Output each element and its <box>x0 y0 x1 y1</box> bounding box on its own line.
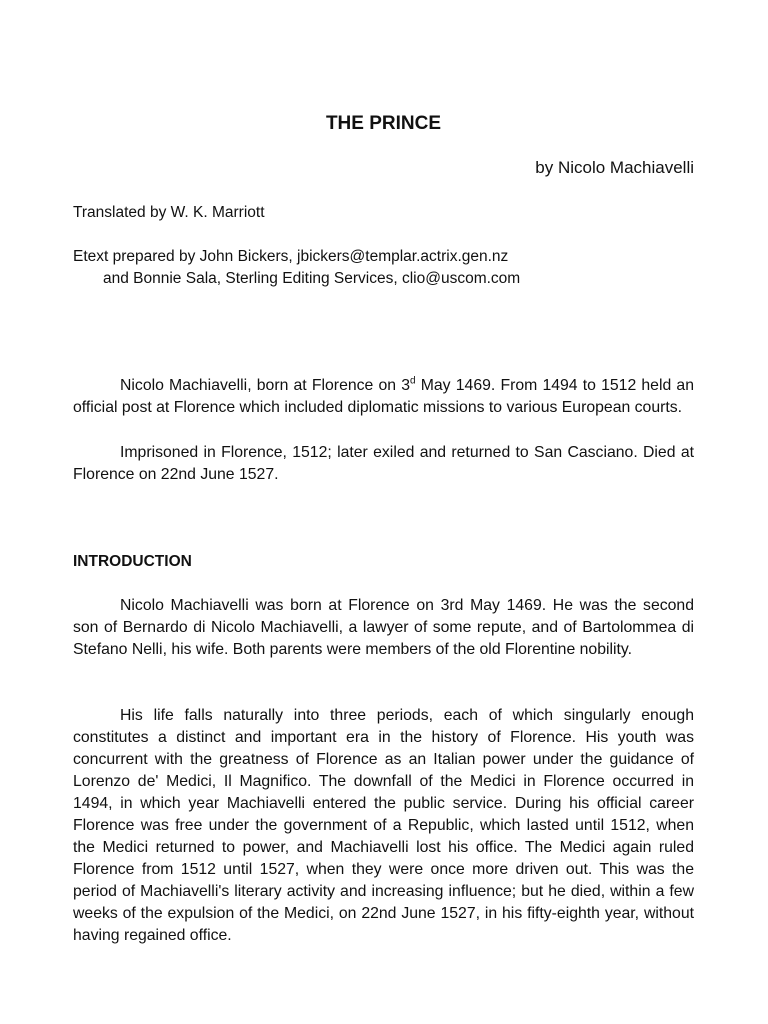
author-line: by Nicolo Machiavelli <box>535 158 694 177</box>
bio-paragraph-2: Imprisoned in Florence, 1512; later exiled and returned to San Casciano. Died at Florence on 22nd June 1527. <box>73 444 694 483</box>
bio-text-start: Nicolo Machiavelli, born at Florence on 3 <box>120 377 411 394</box>
introduction-paragraph-1: Nicolo Machiavelli was born at Florence on 3rd May 1469. He was the second son of Bernardo di Nicolo Machiavelli, a lawyer of some repute, and of Bartolommea di Stefano Nelli, his wife. Both parents were members of the old Florentine nobility. <box>73 597 694 658</box>
translator-line: Translated by W. K. Marriott <box>73 204 265 221</box>
ordinal-superscript: d <box>410 375 416 387</box>
bio-text-end: May 1469. From 1494 to 1512 held an official post at Florence which included diplomatic missions to various European courts. <box>73 377 694 416</box>
etext-credits <box>73 246 520 290</box>
etext-credit-line-2: and Bonnie Sala, Sterling Editing Services, clio@uscom.com <box>103 270 521 287</box>
introduction-paragraph-2: His life falls naturally into three periods, each of which singularly enough constitutes a distinct and important era in the history of Florence. His youth was concurrent with the greatness of Florence as an Italian power under the guidance of Lorenzo de' Medici, Il Magnifico. The downfall of the Medici in Florence occurred in 1494, in which year Machiavelli entered the public service. During his official career Florence was free under the government of a Republic, which lasted until 1512, when the Medici returned to power, and Machiavelli lost his office. The Medici again ruled Florence from 1512 until 1527, when they were once more driven out. This was the period of Machiavelli's literary activity and increasing influence; but he died, within a few weeks of the expulsion of the Medici, on 22nd June 1527, in his fifty-eighth year, without having regained office. <box>73 707 694 944</box>
introduction-heading: INTRODUCTION <box>73 553 192 570</box>
etext-credit-line-1: Etext prepared by John Bickers, jbickers@templar.actrix.gen.nz <box>73 248 509 265</box>
bio-paragraph-1 <box>73 375 694 419</box>
document-title: THE PRINCE <box>325 113 442 134</box>
